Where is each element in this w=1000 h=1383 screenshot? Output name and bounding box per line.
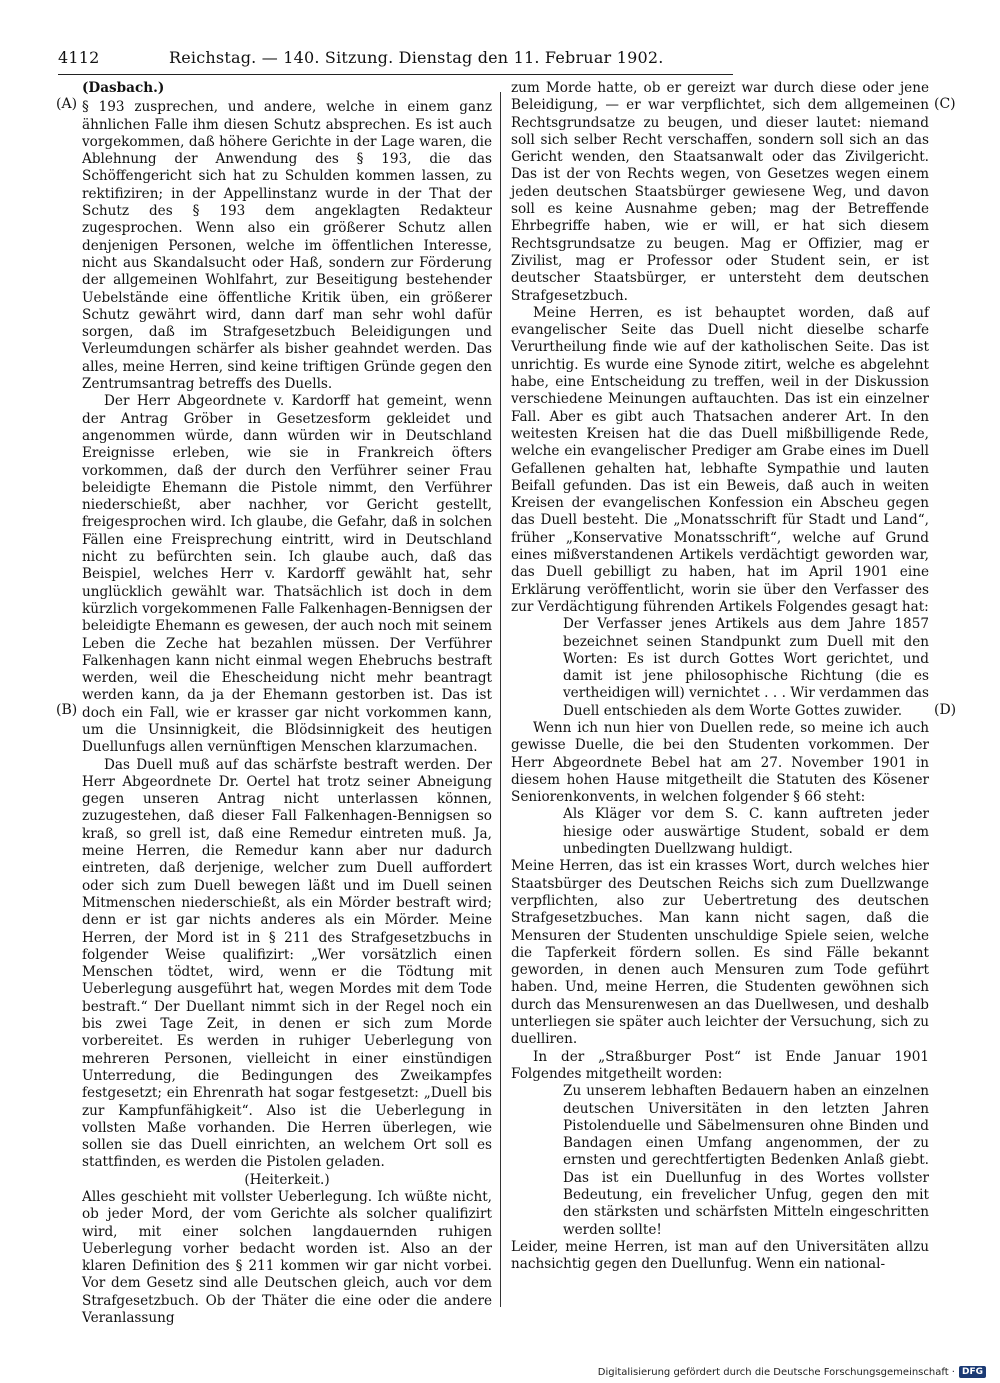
right-column <box>511 80 929 1325</box>
left-paragraph-4: Alles geschieht mit vollster Ueberlegung. Ich wüßte nicht, ob jeder Mord, der vom Gerichte als solcher qualifizirt wird, mit einer solchen langdauernden ruhigen Ueberlegung vorher bedacht worden ist. Also an der klaren Definition des § 211 kommen wir gar nicht vorbei. Vor dem Gesetz sind alle Deutschen gleich, auch vor dem Strafgesetzbuch. Ob der Thäter die eine oder die andere Veranlassung <box>82 1189 492 1327</box>
column-divider <box>500 92 501 1307</box>
header-rule <box>58 74 733 75</box>
margin-label-a: (A) <box>56 96 78 112</box>
right-paragraph-1: zum Morde hatte, ob er gereizt war durch diese oder jene Beleidigung, — er war verpflichtet, sich dem allgemeinen Rechtsgrundsatze zu beugen, und dieser lautet: niemand soll sich selber Recht verschaffen, sondern soll sich an das Gericht wenden, den Staatsanwalt oder das Zivilgericht. Das ist der von Rechts wegen, von Gesetzes wegen einem jeden deutschen Staatsbürger gewiesene Weg, und davon soll es keine Ausnahme geben; mag der Betreffende Ehrbegriffe haben, wie er will, er hat sich diesem Rechtsgrundsatze zu beugen. Mag er Offizier, mag er Zivilist, mag er Professor oder Student sein, er ist deutscher Staatsbürger, er untersteht dem deutschen Strafgesetzbuch. <box>511 80 929 304</box>
right-paragraph-3: Wenn ich nun hier von Duellen rede, so meine ich auch gewisse Duelle, die bei den Studenten vorkommen. Der Herr Abgeordnete Bebel hat am 27. November 1901 in diesem hohen Hause mitgetheilt die Statuten des Kösener Seniorenkonvents, in welchen folgender § 66 steht: <box>511 719 929 806</box>
digitization-footer <box>598 1366 986 1378</box>
right-paragraph-2: Meine Herren, es ist behauptet worden, daß auf evangelischer Seite das Duell nicht dieselbe scharfe Verurtheilung finde wie auf der katholischen Seite. Das ist unrichtig. Es wurde eine Synode zitirt, welche es abgelehnt habe, eine Entscheidung zu treffen, weil in der Diskussion verschiedene Meinungen auftauchten. Das ist ein einzelner Fall. Aber es gibt auch Thatsachen anderer Art. In den weitesten Kreisen hat die das Duell mißbilligende Rede, welche ein evangelischer Prediger am Grabe eines im Duell Gefallenen gehalten hat, lebhafte Sympathie und lauten Beifall gefunden. Das ist ein Beweis, daß auch in weiten Kreisen der evangelischen Konfession ein Abscheu gegen das Duell besteht. Die „Monatsschrift für Stadt und Land“, früher „Konservative Monatsschrift“, welche auf Grund eines mißverstandenen Artikels verdächtigt geworden war, das Duell gebilligt zu haben, hat im April 1901 eine Erklärung veröffentlicht, worin sie über den Verfasser des zur Verdächtigung führenden Artikels Folgendes gesagt hat: <box>511 304 929 615</box>
right-paragraph-5: In der „Straßburger Post“ ist Ende Januar 1901 Folgendes mitgetheilt worden: <box>511 1048 929 1082</box>
page-number: 4112 <box>58 48 100 67</box>
left-paragraph-1: § 193 zusprechen, und andere, welche in einem ganz ähnlichen Falle ihm diesen Schutz absprechen. Es ist auch vorgekommen, daß höhere Gerichte in der Lage waren, die Ablehnung der Anwendung des § 193, die das Schöffengericht sich hat zu Schulden kommen lassen, zu rektifiziren; in der Appellinstanz wurde in der That der Schutz des § 193 dem angeklagten Redakteur zugesprochen. Wenn also ein größerer Schutz allen denjenigen Personen, welche im öffentlichen Interesse, nicht aus Skandalsucht oder Haß, sondern zur Förderung der allgemeinen Wohlfahrt, zur Beseitigung bestehender Uebelstände eine öffentliche Kritik üben, ein größerer Schutz gewährt wird, dann darf man sehr wohl dafür sorgen, daß im Strafgesetzbuch Beleidigungen und Verleumdungen schärfer als bisher geahndet werden. Das alles, meine Herren, sind keine triftigen Gründe gegen den Zentrumsantrag betreffs des Duells. <box>82 99 492 393</box>
margin-label-c: (C) <box>934 96 956 112</box>
right-paragraph-4: Meine Herren, das ist ein krasses Wort, durch welches hier Staatsbürger des Deutschen Reichs sich zum Duellzwange verpflichten, also zur Uebertretung des deutschen Strafgesetzbuches. Man kann nicht sagen, daß die Mensuren der Studenten unschuldige Spiele seien, welche die Tapferkeit fördern sollen. Es sind Fälle bekannt geworden, in denen auch Mensuren zum Tode geführt haben. Und, meine Herren, die Studenten gewöhnen sich durch das Mensurenwesen an das Duellwesen, und deshalb unterliegen sie später auch leichter der Versuchung, sich zu duelliren. <box>511 858 929 1048</box>
left-column <box>82 80 492 1327</box>
right-paragraph-6: Leider, meine Herren, ist man auf den Universitäten allzu nachsichtig gegen den Duellunfug. Wenn ein national- <box>511 1238 929 1273</box>
left-paragraph-3: Das Duell muß auf das schärfste bestraft werden. Der Herr Abgeordnete Dr. Oertel hat trotz seiner Abneigung gegen unseren Antrag nicht unterlassen können, zuzugestehen, daß dieser Fall Falkenhagen-Bennigsen so kraß, so grell ist, daß eine Remedur eintreten muß. Ja, meine Herren, die Remedur kann aber nur dadurch eintreten, daß derjenige, welcher zum Duell auffordert oder sich zum Duell bewegen läßt und im Duell seinen Mitmenschen niederschießt, als ein Mörder bestraft wird; denn er ist gar nichts anderes als ein Mörder. Meine Herren, der Mord ist in § 211 des Strafgesetzbuchs in folgender Weise qualifizirt: „Wer vorsätzlich einen Menschen tödtet, wird, wenn er die Tödtung mit Ueberlegung ausgeführt hat, wegen Mordes mit dem Tode bestraft.“ Der Duellant nimmt sich in der Regel noch ein bis zwei Tage Zeit, in denen er sich zum Morde vorbereitet. Es werden in ruhiger Ueberlegung von mehreren Personen, vielleicht in einer einstündigen Unterredung, die Bedingungen des Zweikampfes festgesetzt; ein Ehrenrath hat sogar festgesetzt: „Duell bis zur Kampfunfähigkeit“. Also ist die Ueberlegung in vollsten Maße vorhanden. Die Herren überlegen, wie sollen sie das Duell einrichten, an welchem Ort soll es stattfinden, es werden die Pistolen geladen. <box>82 756 492 1171</box>
speaker-label: (Dasbach.) <box>82 80 165 96</box>
interjection: (Heiterkeit.) <box>244 1171 330 1188</box>
quote-3: Zu unserem lebhaften Bedauern haben an einzelnen deutschen Universitäten in den letzten Jahren Pistolenduelle und Säbelmensuren ohne Binden und Bandagen einen Umfang angenommen, der zu ernsten und gerechtfertigten Bedenken Anlaß giebt. Das ist ein Duellunfug in des Wortes vollster Bedeutung, ein frevelicher Unfug, gegen den mit den stärksten und schärfsten Mitteln eingeschritten werden sollte! <box>563 1083 929 1238</box>
footer-text: Digitalisierung gefördert durch die Deutsche Forschungsgemeinschaft · <box>597 1366 955 1378</box>
dfg-logo-icon: DFG <box>959 1366 986 1378</box>
margin-label-b: (B) <box>56 702 78 718</box>
quote-2: Als Kläger vor dem S. C. kann auftreten jeder hiesige oder auswärtige Student, sobald er dem unbedingten Duellzwang huldigt. <box>563 806 929 858</box>
page-title: Reichstag. — 140. Sitzung. Dienstag den 11. Februar 1902. <box>169 48 664 67</box>
page-header <box>58 48 733 74</box>
left-paragraph-2: Der Herr Abgeordnete v. Kardorff hat gemeint, wenn der Antrag Gröber in Gesetzesform gekleidet und angenommen würde, dann würden wir in Deutschland Ereignisse erleben, wie sie in Frankreich öfters vorkommen, daß der durch den Verführer seiner Frau beleidigte Ehemann die Pistole nimmt, den Verführer niederschießt, aber nachher, vor Gericht gestellt, freigesprochen wird. Ich glaube, die Gefahr, daß in solchen Fällen eine Freisprechung eintritt, wird in Deutschland nicht zu befürchten sein. Ich glaube auch, daß das Beispiel, welches Herr v. Kardorff gewählt hat, sehr unglücklich gewählt war. Thatsächlich ist doch in dem kürzlich vorgekommenen Falle Falkenhagen-Bennigsen der beleidigte Ehemann es gewesen, der auch noch mit seinem Leben die Zeche hat bezahlen müssen. Der Verführer Falkenhagen kann nicht einmal wegen Ehebruchs bestraft werden, weil die Ehescheidung nicht mehr beantragt werden kann, da ja der Ehemann gestorben ist. Das ist doch ein Fall, wie er krasser gar nicht vorkommen kann, um die Unsinnigkeit, die Blödsinnigkeit des heutigen Duellunfugs allen vernünftigen Menschen klarzumachen. <box>82 393 492 756</box>
quote-1: Der Verfasser jenes Artikels aus dem Jahre 1857 bezeichnet seinen Standpunkt zum Duell mit den Worten: Es ist durch Gottes Wort gerichtet, und damit ist jene philosophische Richtung (die es vertheidigen will) vernichtet . . . Wir verdammen das Duell entschieden als dem Worte Gottes zuwider. <box>563 616 929 719</box>
margin-label-d: (D) <box>934 702 957 718</box>
